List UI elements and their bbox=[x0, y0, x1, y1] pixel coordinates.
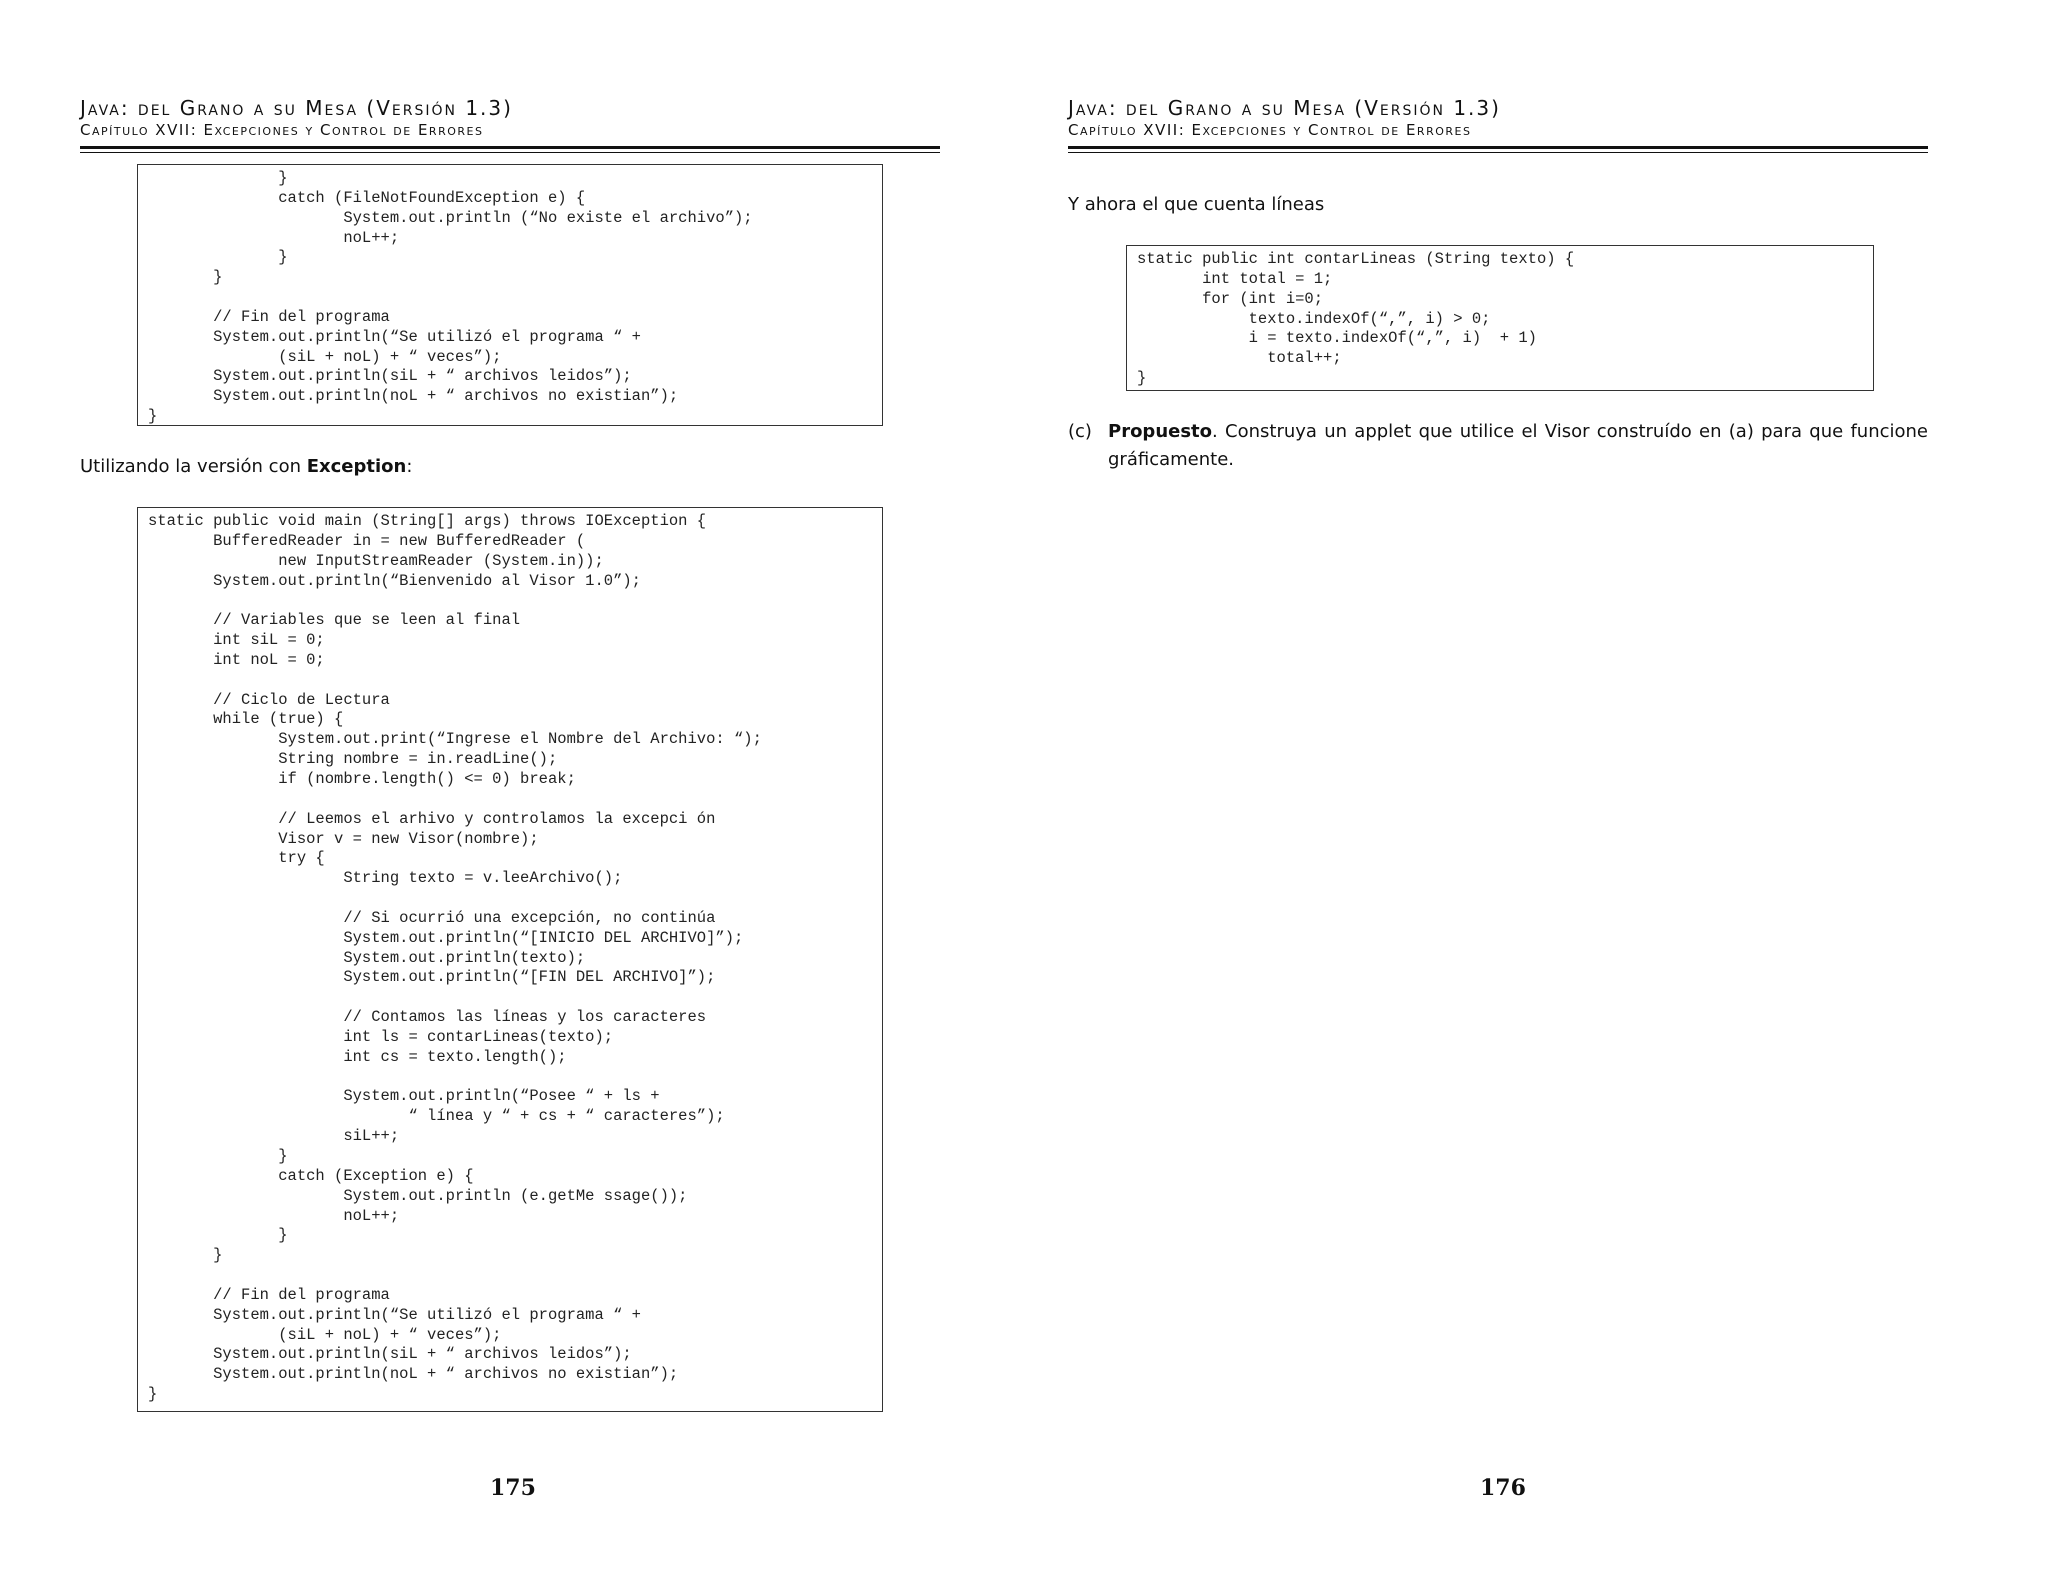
code-line: new InputStreamReader (System.in)); bbox=[148, 551, 604, 570]
code-line: (siL + noL) + “ veces”); bbox=[148, 347, 502, 366]
header-rule-thin bbox=[80, 152, 940, 153]
code-line: int cs = texto.length(); bbox=[148, 1047, 567, 1066]
code-line: noL++; bbox=[148, 1206, 400, 1225]
code-line: // Leemos el arhivo y controlamos la excepci ón bbox=[148, 809, 716, 828]
item-body: . Construya un applet que utilice el Visor construído en (a) para que funcione gráficamente. bbox=[1108, 421, 1928, 470]
code-line: System.out.println(“Se utilizó el programa “ + bbox=[148, 327, 641, 346]
code-line: System.out.println(noL + “ archivos no existian”); bbox=[148, 387, 679, 406]
code-line: System.out.println(siL + “ archivos leidos”); bbox=[148, 1345, 632, 1364]
code-line: catch (FileNotFoundException e) { bbox=[148, 188, 586, 207]
code-line: total++; bbox=[1137, 349, 1342, 368]
code-line bbox=[148, 1266, 874, 1286]
code-line bbox=[148, 988, 874, 1008]
code-line: } bbox=[148, 169, 288, 187]
code-line: for (int i=0; bbox=[1137, 289, 1324, 308]
code-line: System.out.println (“No existe el archivo”); bbox=[148, 208, 753, 227]
code-line: System.out.println(noL + “ archivos no existian”); bbox=[148, 1365, 679, 1384]
code-block-continuation bbox=[137, 164, 883, 426]
code-line: “ línea y “ + cs + “ caracteres”); bbox=[148, 1107, 725, 1126]
header-rule-thin bbox=[1068, 152, 1928, 153]
code-line: System.out.println(texto); bbox=[148, 948, 586, 967]
code-line: int noL = 0; bbox=[148, 650, 325, 669]
code-line: texto.indexOf(“,”, i) > 0; bbox=[1137, 309, 1491, 328]
item-bold-label: Propuesto bbox=[1108, 421, 1213, 442]
code-line: // Ciclo de Lectura bbox=[148, 690, 390, 709]
code-line: if (nombre.length() <= 0) break; bbox=[148, 769, 576, 788]
paragraph-exception-version bbox=[80, 456, 412, 477]
code-line: System.out.println (e.getMe ssage()); bbox=[148, 1186, 688, 1205]
code-line: // Si ocurrió una excepción, no continúa bbox=[148, 908, 716, 927]
code-line bbox=[148, 790, 874, 810]
code-line: String nombre = in.readLine(); bbox=[148, 750, 558, 769]
intro-paragraph: Y ahora el que cuenta líneas bbox=[1068, 194, 1325, 215]
code-line: } bbox=[148, 1147, 288, 1165]
code-line: try { bbox=[148, 849, 325, 868]
code-line: System.out.println(“Posee “ + ls + bbox=[148, 1087, 660, 1106]
paragraph-text: Utilizando la versión con bbox=[80, 456, 307, 477]
code-line: (siL + noL) + “ veces”); bbox=[148, 1325, 502, 1344]
code-line: static public void main (String[] args) throws IOException { bbox=[148, 512, 707, 530]
code-line: System.out.print(“Ingrese el Nombre del Archivo: “); bbox=[148, 730, 762, 749]
code-block-contar-lineas bbox=[1126, 245, 1874, 391]
header-chapter-title: Capítulo XVII: Excepciones y Control de Errores bbox=[1068, 121, 1472, 139]
paragraph-bold-term: Exception bbox=[306, 456, 407, 477]
code-line: } bbox=[1137, 369, 1147, 388]
code-line: System.out.println(“[FIN DEL ARCHIVO]”); bbox=[148, 968, 716, 987]
header-book-title: Java: del Grano a su Mesa (Versión 1.3) bbox=[80, 96, 513, 120]
code-line: } bbox=[148, 1246, 223, 1265]
exercise-item-c bbox=[1068, 418, 1948, 478]
header-book-title: Java: del Grano a su Mesa (Versión 1.3) bbox=[1068, 96, 1501, 120]
code-line: System.out.println(“Se utilizó el programa “ + bbox=[148, 1305, 641, 1324]
code-line: String texto = v.leeArchivo(); bbox=[148, 869, 623, 888]
code-line: System.out.println(siL + “ archivos leidos”); bbox=[148, 367, 632, 386]
code-line: int siL = 0; bbox=[148, 631, 325, 650]
code-line bbox=[148, 671, 874, 691]
code-line: siL++; bbox=[148, 1127, 400, 1146]
code-line bbox=[148, 591, 874, 611]
header-rule-thick bbox=[1068, 146, 1928, 149]
code-line: int ls = contarLineas(texto); bbox=[148, 1027, 614, 1046]
code-line: } bbox=[148, 1226, 288, 1245]
code-line: } bbox=[148, 407, 158, 426]
paragraph-suffix: : bbox=[406, 456, 413, 477]
code-line: noL++; bbox=[148, 228, 400, 247]
code-line: System.out.println(“Bienvenido al Visor 1.0”); bbox=[148, 571, 641, 590]
code-line: System.out.println(“[INICIO DEL ARCHIVO]”); bbox=[148, 928, 744, 947]
code-line: i = texto.indexOf(“,”, i) + 1) bbox=[1137, 329, 1537, 348]
code-line: } bbox=[148, 268, 223, 287]
code-line: while (true) { bbox=[148, 710, 344, 729]
code-line: BufferedReader in = new BufferedReader ( bbox=[148, 531, 586, 550]
right-page bbox=[1024, 0, 2048, 1582]
item-marker: (c) bbox=[1068, 421, 1092, 442]
page-number: 176 bbox=[1480, 1475, 1526, 1501]
code-line bbox=[148, 288, 874, 308]
code-line bbox=[148, 1068, 874, 1088]
code-line: } bbox=[148, 248, 288, 267]
code-line: // Fin del programa bbox=[148, 1285, 390, 1304]
code-line: // Contamos las líneas y los caracteres bbox=[148, 1008, 707, 1027]
code-line: // Fin del programa bbox=[148, 307, 390, 326]
code-block-main-exception bbox=[137, 507, 883, 1412]
code-line: catch (Exception e) { bbox=[148, 1166, 474, 1185]
code-line: } bbox=[148, 1385, 158, 1404]
page-number: 175 bbox=[490, 1475, 536, 1501]
code-line: // Variables que se leen al final bbox=[148, 611, 521, 630]
code-line: static public int contarLineas (String texto) { bbox=[1137, 250, 1575, 268]
code-line: Visor v = new Visor(nombre); bbox=[148, 829, 539, 848]
header-chapter-title: Capítulo XVII: Excepciones y Control de Errores bbox=[80, 121, 484, 139]
code-line bbox=[148, 889, 874, 909]
item-text bbox=[1108, 418, 1928, 474]
header-rule-thick bbox=[80, 146, 940, 149]
code-line: int total = 1; bbox=[1137, 269, 1333, 288]
